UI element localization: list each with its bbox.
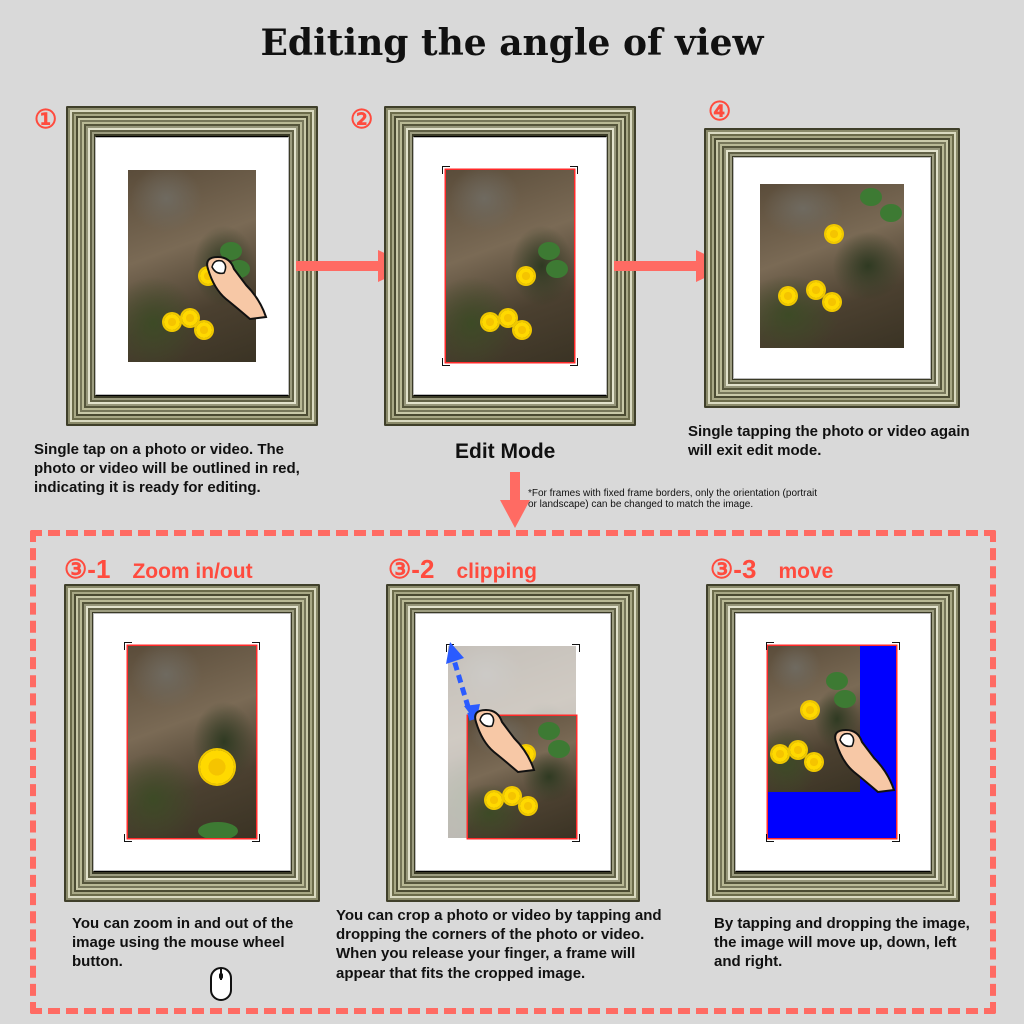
finger-tap-icon [828,728,900,798]
step-2-label: ② [350,104,374,134]
frame-step-3-1 [64,584,320,902]
step-3-1-label: ③-1 Zoom in/out [64,554,253,584]
mouse-icon [209,966,233,1002]
photo-zoomed [128,646,256,838]
crop-corner[interactable] [766,834,774,842]
crop-corner[interactable] [572,834,580,842]
caption-step-4: Single tapping the photo or video again will exit edit mode. [688,423,970,460]
crop-corner[interactable] [442,166,450,174]
crop-corner[interactable] [124,642,132,650]
step-3-2-label: ③-2 clipping [388,554,537,584]
crop-corner[interactable] [570,166,578,174]
crop-corner[interactable] [124,834,132,842]
crop-corner[interactable] [442,358,450,366]
caption-step-1: Single tap on a photo or video. The photo or video will be outlined in red, indicating it is ready for editing. [34,441,300,497]
mat [414,138,606,394]
edit-mode-label: Edit Mode [455,440,556,463]
page-title: Editing the angle of view [260,22,764,64]
mat [94,614,290,870]
crop-corner[interactable] [252,642,260,650]
caption-step-3-1: You can zoom in and out of the image using the mouse wheel button. [72,915,294,971]
finger-tap-icon [468,708,540,778]
step-1-label: ① [34,104,58,134]
crop-corner[interactable] [892,642,900,650]
caption-step-3-2: You can crop a photo or video by tapping and dropping the corners of the photo or video. When you release your finger, a frame will appear that fits the cropped image. [336,907,662,982]
photo-cropped [760,184,904,348]
finger-tap-icon [200,255,272,325]
crop-corner[interactable] [892,834,900,842]
down-arrow-icon [500,472,530,528]
frame-step-2 [384,106,636,426]
photo-outlined [446,170,574,362]
step-3-3-label: ③-3 move [710,554,834,584]
footnote: *For frames with fixed frame borders, only the orientation (portrait or landscape) can be changed to match the image. [528,488,818,510]
frame-step-4 [704,128,960,408]
crop-corner[interactable] [570,358,578,366]
step-4-label: ④ [708,96,732,126]
caption-step-3-3: By tapping and dropping the image, the image will move up, down, left and right. [714,915,970,971]
crop-corner[interactable] [252,834,260,842]
frame-step-1 [66,106,318,426]
crop-corner[interactable] [766,642,774,650]
mat [734,158,930,378]
crop-corner[interactable] [572,644,580,652]
